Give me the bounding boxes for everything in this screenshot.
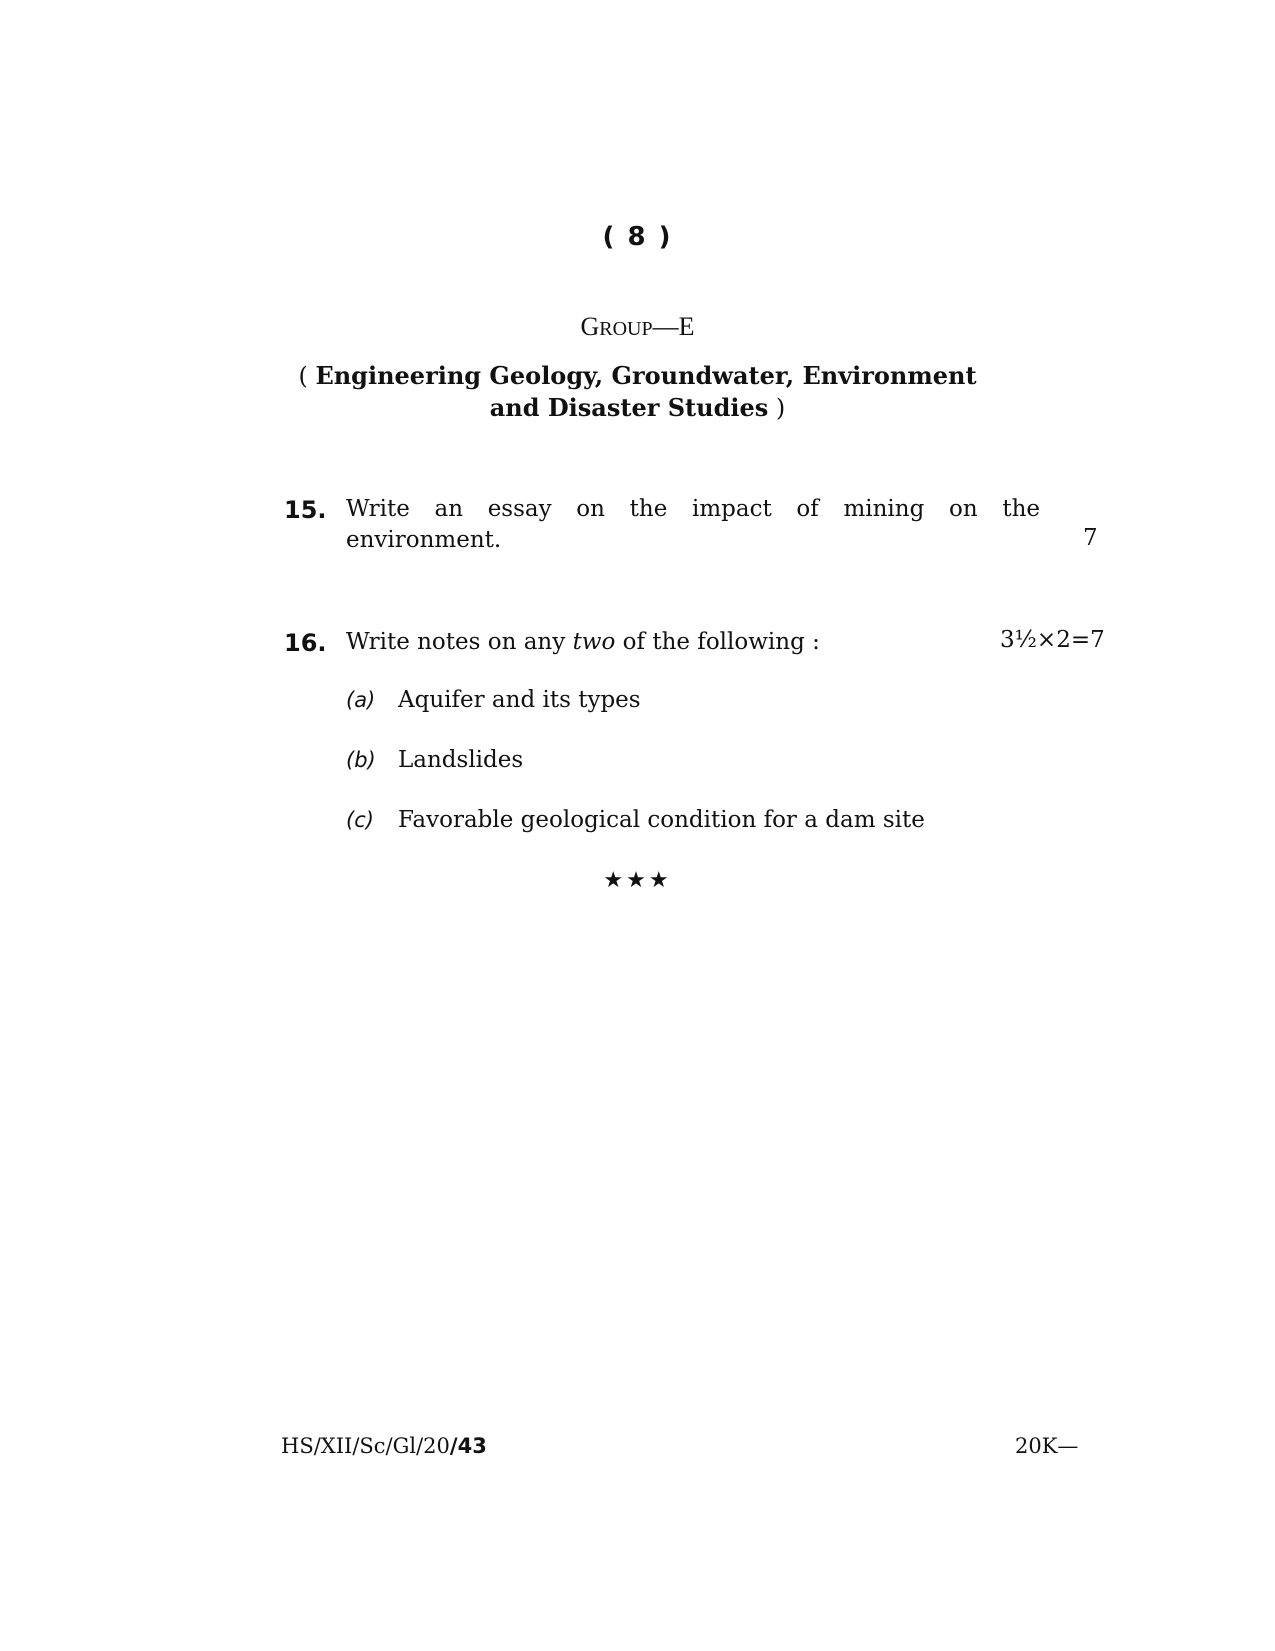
- end-stars: ★★★: [603, 868, 672, 893]
- subtitle-line-1: Engineering Geology, Groundwater, Environment: [315, 361, 977, 390]
- footer-code-bold: /43: [449, 1434, 487, 1458]
- question-16-number: 16.: [284, 629, 327, 657]
- question-15-marks: 7: [1083, 525, 1098, 551]
- page-number: ( 8 ): [602, 222, 673, 252]
- subtitle-open-paren: (: [298, 362, 316, 390]
- group-subtitle: [0, 360, 1275, 424]
- footer-print-run: 20K—: [1015, 1434, 1079, 1458]
- option-b-text: Landslides: [398, 747, 524, 773]
- subtitle-close-paren: ): [768, 394, 786, 422]
- option-b-label: (b): [346, 748, 376, 772]
- footer-code-prefix: HS/XII/Sc/Gl/20: [281, 1434, 450, 1458]
- question-15-number: 15.: [284, 496, 327, 524]
- question-16-text: [346, 627, 820, 658]
- question-15-line-1: Write an essay on the impact of mining on the: [346, 496, 1040, 522]
- question-16-option-c: [346, 807, 925, 833]
- subtitle-line-2: and Disaster Studies: [489, 393, 769, 422]
- group-heading: [0, 312, 1275, 342]
- question-15-text: [346, 494, 1040, 556]
- question-16-option-a: [346, 687, 641, 713]
- question-16-text-italic: two: [572, 629, 616, 655]
- question-16-text-after: of the following :: [615, 629, 820, 655]
- question-16-marks: 3½×2=7: [1000, 627, 1105, 653]
- group-heading-rest: ROUP: [599, 318, 653, 340]
- option-a-text: Aquifer and its types: [398, 687, 641, 713]
- question-16-option-b: [346, 747, 523, 773]
- option-a-label: (a): [346, 688, 376, 712]
- question-16-text-before: Write notes on any: [346, 629, 573, 655]
- option-c-label: (c): [346, 808, 374, 832]
- option-c-text: Favorable geological condition for a dam site: [398, 807, 925, 833]
- group-heading-suffix: —E: [652, 312, 695, 341]
- group-heading-initial: G: [580, 312, 600, 341]
- question-15-line-2: environment.: [346, 527, 502, 553]
- footer-paper-code: [281, 1434, 487, 1458]
